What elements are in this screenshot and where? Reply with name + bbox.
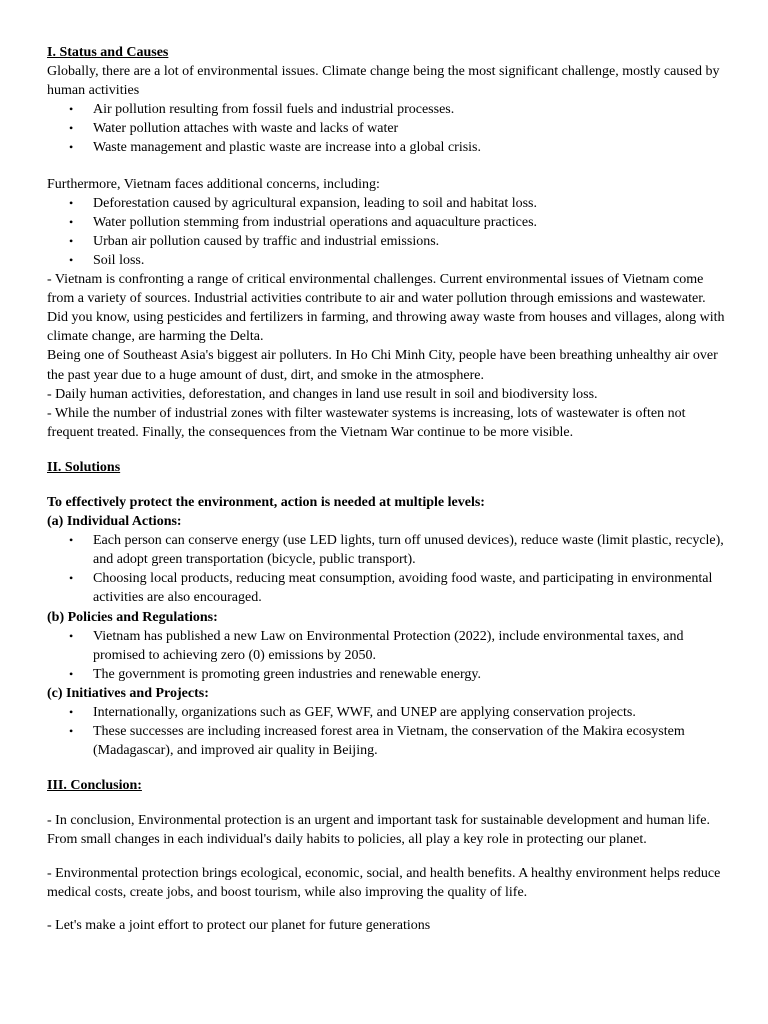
bullet-icon: • bbox=[69, 252, 74, 267]
list-item: • Vietnam has published a new Law on Environmental Protection (2022), include environmental taxes, and promised to achieving zero (0) emissions by 2050. bbox=[69, 628, 684, 663]
paragraph-air-polluters: Being one of Southeast Asia's biggest air polluters. In Ho Chi Minh City, people have been breathing unhealthy air over the past year due to a huge amount of dust, dirt, and smoke in the atmosphere. bbox=[47, 348, 718, 383]
bullet-icon: • bbox=[69, 233, 74, 248]
paragraph-global-intro: Globally, there are a lot of environmental issues. Climate change being the most significant challenge, mostly caused by human activities bbox=[47, 64, 720, 99]
bullet-list-individual bbox=[47, 531, 727, 607]
paragraph-conclusion-2: - Environmental protection brings ecological, economic, social, and health benefits. A healthy environment helps reduce medical costs, create jobs, and boost tourism, while also improving the quality of life. bbox=[47, 865, 721, 900]
list-item: • Deforestation caused by agricultural expansion, leading to soil and habitat loss. bbox=[93, 194, 727, 213]
bullet-icon: • bbox=[69, 571, 74, 586]
paragraph-conclusion-3: - Let's make a joint effort to protect our planet for future generations bbox=[47, 917, 431, 933]
list-item: • The government is promoting green industries and renewable energy. bbox=[93, 665, 727, 684]
paragraph-vietnam-intro: Furthermore, Vietnam faces additional concerns, including: bbox=[47, 176, 380, 192]
bullet-list-global bbox=[47, 100, 727, 157]
list-item: • Urban air pollution caused by traffic and industrial emissions. bbox=[93, 232, 727, 251]
document-page bbox=[47, 43, 727, 935]
list-item: • These successes are including increased forest area in Vietnam, the conservation of the Makira ecosystem (Madagascar), and improved air quality in Beijing. bbox=[69, 724, 685, 759]
list-item: • Waste management and plastic waste are increase into a global crisis. bbox=[93, 138, 727, 157]
bullet-icon: • bbox=[69, 533, 74, 548]
paragraph-wastewater: - While the number of industrial zones with filter wastewater systems is increasing, lots of wastewater is often not frequent treated. Finally, the consequences from the Vietnam War continue to be more visible. bbox=[47, 405, 686, 440]
subheading-individual: (a) Individual Actions: bbox=[47, 514, 182, 530]
bullet-list-policies bbox=[47, 627, 727, 684]
section-heading-status: I. Status and Causes bbox=[47, 45, 169, 60]
solutions-lead: To effectively protect the environment, action is needed at multiple levels: bbox=[47, 494, 485, 510]
bullet-icon: • bbox=[69, 121, 74, 136]
list-item: • Water pollution attaches with waste and lacks of water bbox=[93, 119, 727, 138]
list-item: • Internationally, organizations such as GEF, WWF, and UNEP are applying conservation projects. bbox=[93, 703, 727, 722]
list-item: • Choosing local products, reducing meat consumption, avoiding food waste, and participating in environmental activities are also encouraged. bbox=[69, 571, 713, 606]
section-heading-conclusion: III. Conclusion: bbox=[47, 778, 142, 794]
paragraph-delta: Did you know, using pesticides and fertilizers in farming, and throwing away waste from houses and villages, along with climate change, are harming the Delta. bbox=[47, 310, 725, 345]
bullet-icon: • bbox=[69, 214, 74, 229]
bullet-icon: • bbox=[69, 705, 74, 719]
subheading-initiatives: (c) Initiatives and Projects: bbox=[47, 685, 209, 701]
bullet-list-initiatives bbox=[47, 703, 727, 760]
list-item: • Each person can conserve energy (use LED lights, turn off unused devices), reduce waste (limit plastic, recycle), and adopt green transportation (bicycle, public transport). bbox=[69, 533, 724, 568]
bullet-icon: • bbox=[69, 140, 74, 155]
section-heading-solutions: II. Solutions bbox=[47, 459, 121, 475]
list-item: • Soil loss. bbox=[93, 251, 727, 270]
bullet-list-vietnam bbox=[47, 194, 727, 270]
bullet-icon: • bbox=[69, 666, 74, 681]
bullet-icon: • bbox=[69, 628, 74, 643]
list-item: • Air pollution resulting from fossil fuels and industrial processes. bbox=[93, 100, 727, 119]
bullet-icon: • bbox=[69, 102, 74, 117]
subheading-policies: (b) Policies and Regulations: bbox=[47, 609, 218, 625]
bullet-icon: • bbox=[69, 195, 74, 210]
paragraph-vietnam-challenges: - Vietnam is confronting a range of critical environmental challenges. Current environmental issues of Vietnam come from a variety of sources. Industrial activities contribute to air and water pollution through emissions and wastewater. bbox=[47, 272, 706, 307]
list-item: • Water pollution stemming from industrial operations and aquaculture practices. bbox=[93, 213, 727, 232]
paragraph-conclusion-1: - In conclusion, Environmental protection is an urgent and important task for sustainable development and human life. From small changes in each individual's daily habits to policies, all play a key role in protecting our planet. bbox=[47, 813, 711, 848]
bullet-icon: • bbox=[69, 724, 74, 739]
paragraph-biodiversity: - Daily human activities, deforestation, and changes in land use result in soil and biodiversity loss. bbox=[47, 386, 598, 402]
